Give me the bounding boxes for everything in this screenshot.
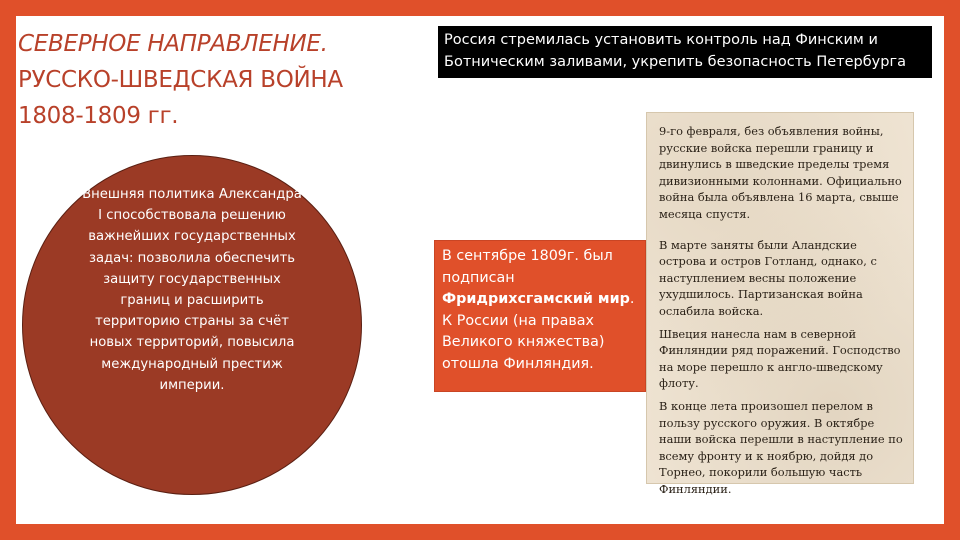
treaty-text-before: В сентябре 1809г. был подписан xyxy=(442,248,613,286)
title-line-3: 1808-1809 гг. xyxy=(18,103,179,129)
goal-box: Россия стремилась установить контроль над Финским и Ботническим заливами, укрепить безопасность Петербурга xyxy=(438,26,932,78)
policy-text: Внешняя политика Александра I способствовала решению важнейших государственных задач: позволила обеспечить защиту государственных границ и расширить территорию страны за счёт новых территорий, повысила международный престиж империи. xyxy=(82,187,302,393)
title-line-2: РУССКО-ШВЕДСКАЯ ВОЙНА xyxy=(18,67,343,93)
page-title xyxy=(18,26,448,134)
treaty-name: Фридрихсгамский мир xyxy=(442,291,630,308)
document-paragraph: В конце лета произошел перелом в пользу русского оружия. В октябре наши войска перешли в наступление по всему фронту и к ноябрю, дойдя до Торнео, покорили большую часть Финляндии. xyxy=(659,398,903,496)
document-paragraph: Швеция нанесла нам в северной Финляндии ряд поражений. Господство на море перешло к англо-шведскому флоту. xyxy=(659,326,901,391)
document-paragraph: В марте заняты были Аландские острова и остров Готланд, однако, с наступлением весны положение ухудшилось. Партизанская война ослабила войска. xyxy=(659,237,877,318)
treaty-text-after: . К России (на правах Великого княжества) отошла Финляндия. xyxy=(442,291,635,372)
treaty-box xyxy=(434,240,646,392)
title-line-1: СЕВЕРНОЕ НАПРАВЛЕНИЕ. xyxy=(18,31,328,57)
document-paragraph: 9-го февраля, без объявления войны, русские войска перешли границу и двинулись в шведские пределы тремя дивизионными колоннами. Официально война была объявлена 16 марта, свыше месяца спустя. xyxy=(659,124,902,221)
historical-document-image xyxy=(646,112,914,496)
